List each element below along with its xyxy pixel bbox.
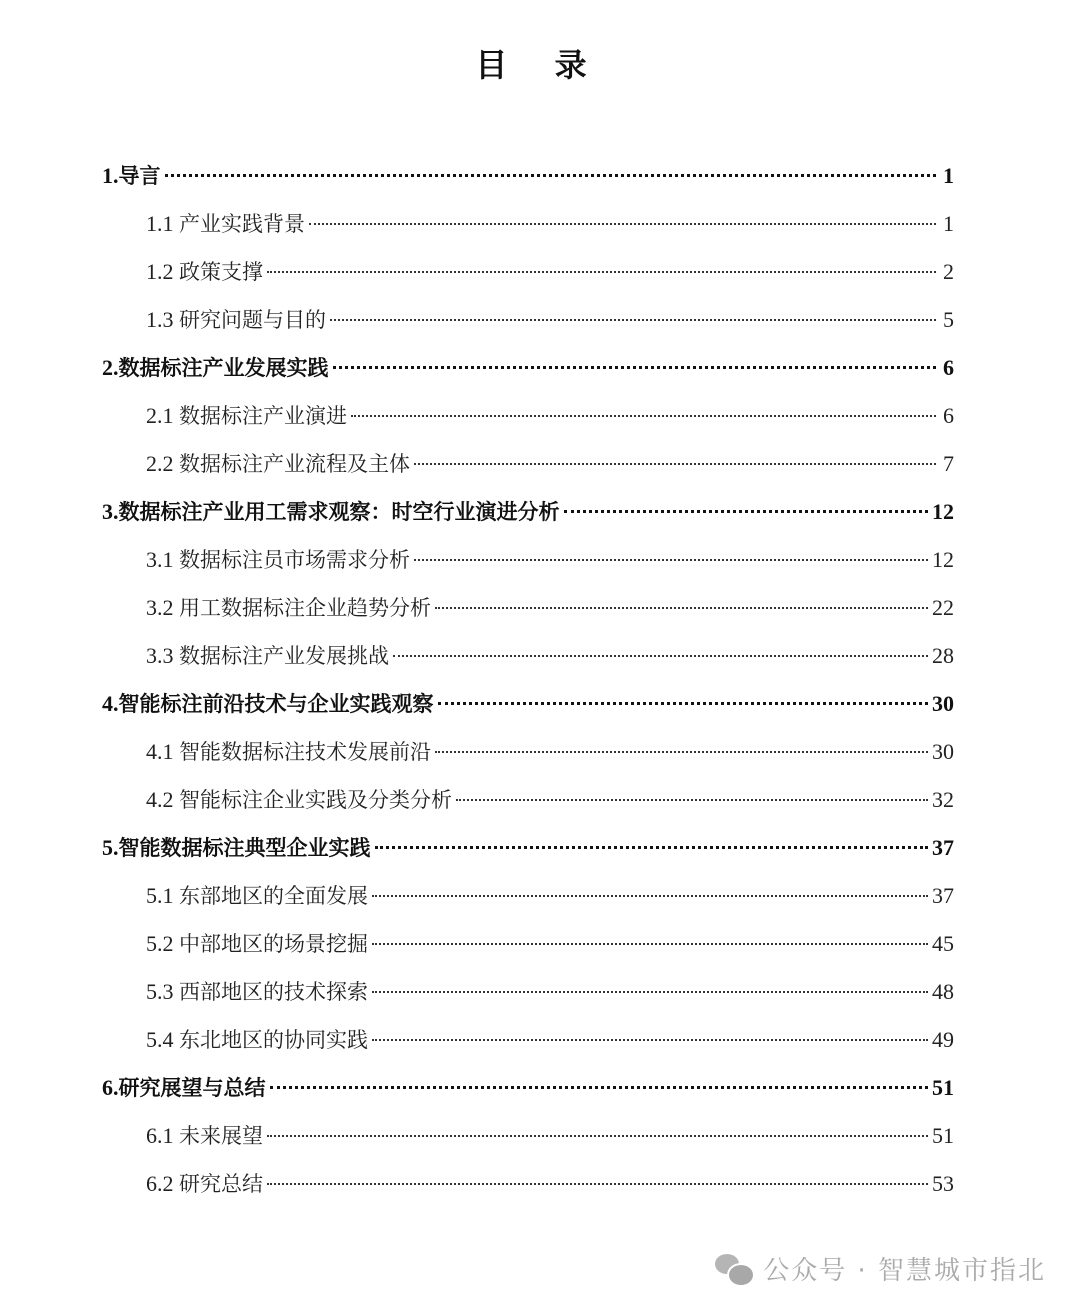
dot-leader bbox=[372, 1039, 928, 1041]
toc-entry-number: 6.1 bbox=[146, 1123, 179, 1148]
table-of-contents bbox=[102, 152, 954, 1208]
toc-entry-label bbox=[146, 728, 431, 776]
toc-section-entry[interactable] bbox=[102, 968, 954, 1016]
dot-leader bbox=[372, 991, 928, 993]
toc-entry-label bbox=[146, 200, 305, 248]
toc-section-entry[interactable] bbox=[102, 872, 954, 920]
dot-leader bbox=[414, 463, 936, 465]
wechat-icon bbox=[715, 1254, 753, 1284]
toc-entry-title: 未来展望 bbox=[179, 1124, 263, 1148]
toc-entry-title: 数据标注产业发展挑战 bbox=[179, 644, 389, 668]
dot-leader bbox=[333, 366, 937, 369]
toc-entry-number: 6. bbox=[102, 1075, 119, 1100]
toc-section-entry[interactable] bbox=[102, 392, 954, 440]
toc-entry-number: 1.1 bbox=[146, 211, 179, 236]
toc-page-number: 6 bbox=[943, 355, 954, 380]
dot-leader bbox=[165, 174, 937, 177]
toc-entry-number: 4.1 bbox=[146, 739, 179, 764]
toc-entry-title: 智能标注企业实践及分类分析 bbox=[179, 788, 452, 812]
toc-entry-number: 2. bbox=[102, 355, 119, 380]
toc-chapter-entry[interactable] bbox=[102, 680, 954, 728]
toc-section-entry[interactable] bbox=[102, 1016, 954, 1064]
toc-entry-label bbox=[146, 632, 389, 680]
toc-section-entry[interactable] bbox=[102, 1160, 954, 1208]
toc-entry-label bbox=[146, 248, 263, 296]
dot-leader bbox=[372, 943, 928, 945]
toc-entry-title: 数据标注产业流程及主体 bbox=[179, 452, 410, 476]
toc-page-number: 53 bbox=[932, 1171, 954, 1196]
toc-entry-title: 产业实践背景 bbox=[179, 212, 305, 236]
toc-page-number: 5 bbox=[943, 307, 954, 332]
toc-chapter-entry[interactable] bbox=[102, 1064, 954, 1112]
dot-leader bbox=[414, 559, 928, 561]
toc-entry-title: 用工数据标注企业趋势分析 bbox=[179, 596, 431, 620]
toc-section-entry[interactable] bbox=[102, 248, 954, 296]
toc-page-number: 6 bbox=[943, 403, 954, 428]
toc-entry-number: 3. bbox=[102, 499, 119, 524]
toc-entry-title: 智能数据标注典型企业实践 bbox=[118, 836, 371, 860]
toc-entry-label bbox=[102, 680, 434, 728]
toc-entry-label bbox=[146, 392, 347, 440]
toc-page-number: 51 bbox=[932, 1075, 954, 1100]
toc-page-number: 51 bbox=[932, 1123, 954, 1148]
toc-chapter-entry[interactable] bbox=[102, 152, 954, 200]
toc-entry-title: 数据标注产业演进 bbox=[179, 404, 347, 428]
toc-entry-title: 数据标注产业用工需求观察：时空行业演进分析 bbox=[118, 500, 560, 524]
toc-page-number: 1 bbox=[943, 163, 954, 188]
toc-section-entry[interactable] bbox=[102, 728, 954, 776]
toc-entry-number: 2.1 bbox=[146, 403, 179, 428]
toc-section-entry[interactable] bbox=[102, 632, 954, 680]
toc-chapter-entry[interactable] bbox=[102, 488, 954, 536]
toc-page-number: 1 bbox=[943, 211, 954, 236]
toc-section-entry[interactable] bbox=[102, 200, 954, 248]
toc-entry-label bbox=[146, 920, 368, 968]
toc-page-number: 12 bbox=[932, 547, 954, 572]
toc-entry-number: 6.2 bbox=[146, 1171, 179, 1196]
toc-page-number: 30 bbox=[932, 739, 954, 764]
toc-entry-title: 智能标注前沿技术与企业实践观察 bbox=[118, 692, 434, 716]
toc-entry-number: 3.3 bbox=[146, 643, 179, 668]
toc-chapter-entry[interactable] bbox=[102, 344, 954, 392]
toc-entry-title: 研究展望与总结 bbox=[118, 1076, 266, 1100]
dot-leader bbox=[267, 1183, 928, 1185]
watermark bbox=[715, 1250, 1046, 1287]
toc-entry-label bbox=[146, 1160, 263, 1208]
toc-section-entry[interactable] bbox=[102, 440, 954, 488]
toc-entry-title: 政策支撑 bbox=[179, 260, 263, 284]
toc-section-entry[interactable] bbox=[102, 296, 954, 344]
toc-entry-title: 中部地区的场景挖掘 bbox=[179, 932, 368, 956]
toc-entry-label bbox=[146, 776, 452, 824]
toc-section-entry[interactable] bbox=[102, 584, 954, 632]
dot-leader bbox=[438, 702, 929, 705]
toc-entry-title: 智能数据标注技术发展前沿 bbox=[179, 740, 431, 764]
toc-entry-label bbox=[146, 296, 326, 344]
toc-entry-number: 4. bbox=[102, 691, 119, 716]
toc-entry-number: 1.3 bbox=[146, 307, 179, 332]
toc-entry-label bbox=[102, 344, 329, 392]
toc-page-number: 22 bbox=[932, 595, 954, 620]
dot-leader bbox=[330, 319, 936, 321]
watermark-text: 公众号 · 智慧城市指北 bbox=[763, 1256, 1046, 1286]
dot-leader bbox=[267, 1135, 928, 1137]
dot-leader bbox=[456, 799, 928, 801]
toc-section-entry[interactable] bbox=[102, 1112, 954, 1160]
toc-entry-title: 西部地区的技术探索 bbox=[179, 980, 368, 1004]
page-title: 目 录 bbox=[475, 46, 605, 84]
toc-page-number: 48 bbox=[932, 979, 954, 1004]
dot-leader bbox=[351, 415, 936, 417]
toc-page-number: 37 bbox=[932, 835, 954, 860]
toc-entry-number: 5.3 bbox=[146, 979, 179, 1004]
toc-entry-label bbox=[146, 968, 368, 1016]
toc-entry-title: 东部地区的全面发展 bbox=[179, 884, 368, 908]
toc-page-number: 30 bbox=[932, 691, 954, 716]
dot-leader bbox=[372, 895, 928, 897]
toc-entry-title: 东北地区的协同实践 bbox=[179, 1028, 368, 1052]
toc-entry-label bbox=[102, 152, 161, 200]
dot-leader bbox=[435, 751, 928, 753]
toc-entry-label bbox=[102, 824, 371, 872]
toc-chapter-entry[interactable] bbox=[102, 824, 954, 872]
dot-leader bbox=[267, 271, 936, 273]
toc-entry-number: 5.2 bbox=[146, 931, 179, 956]
toc-section-entry[interactable] bbox=[102, 920, 954, 968]
toc-entry-label bbox=[102, 1064, 266, 1112]
toc-entry-number: 5.1 bbox=[146, 883, 179, 908]
dot-leader bbox=[435, 607, 928, 609]
toc-entry-label bbox=[146, 584, 431, 632]
dot-leader bbox=[375, 846, 929, 849]
dot-leader bbox=[393, 655, 928, 657]
toc-entry-number: 5.4 bbox=[146, 1027, 179, 1052]
toc-entry-label bbox=[146, 1112, 263, 1160]
toc-entry-label bbox=[146, 872, 368, 920]
toc-page-number: 28 bbox=[932, 643, 954, 668]
toc-page-number: 7 bbox=[943, 451, 954, 476]
toc-entry-number: 2.2 bbox=[146, 451, 179, 476]
toc-section-entry[interactable] bbox=[102, 776, 954, 824]
toc-entry-title: 数据标注员市场需求分析 bbox=[179, 548, 410, 572]
toc-entry-label bbox=[146, 536, 410, 584]
toc-entry-number: 1.2 bbox=[146, 259, 179, 284]
toc-entry-title: 研究问题与目的 bbox=[179, 308, 326, 332]
toc-entry-label bbox=[146, 1016, 368, 1064]
dot-leader bbox=[564, 510, 929, 513]
toc-page-number: 49 bbox=[932, 1027, 954, 1052]
toc-page-number: 37 bbox=[932, 883, 954, 908]
toc-page-number: 12 bbox=[932, 499, 954, 524]
toc-entry-number: 3.2 bbox=[146, 595, 179, 620]
toc-entry-title: 数据标注产业发展实践 bbox=[118, 356, 329, 380]
toc-entry-number: 4.2 bbox=[146, 787, 179, 812]
dot-leader bbox=[309, 223, 936, 225]
toc-section-entry[interactable] bbox=[102, 536, 954, 584]
toc-page-number: 45 bbox=[932, 931, 954, 956]
toc-entry-number: 5. bbox=[102, 835, 119, 860]
dot-leader bbox=[270, 1086, 929, 1089]
toc-entry-label bbox=[146, 440, 410, 488]
toc-page-number: 32 bbox=[932, 787, 954, 812]
toc-entry-title: 研究总结 bbox=[179, 1172, 263, 1196]
toc-entry-number: 3.1 bbox=[146, 547, 179, 572]
toc-page-number: 2 bbox=[943, 259, 954, 284]
toc-entry-number: 1. bbox=[102, 163, 119, 188]
toc-entry-title: 导言 bbox=[118, 164, 161, 188]
toc-entry-label bbox=[102, 488, 560, 536]
